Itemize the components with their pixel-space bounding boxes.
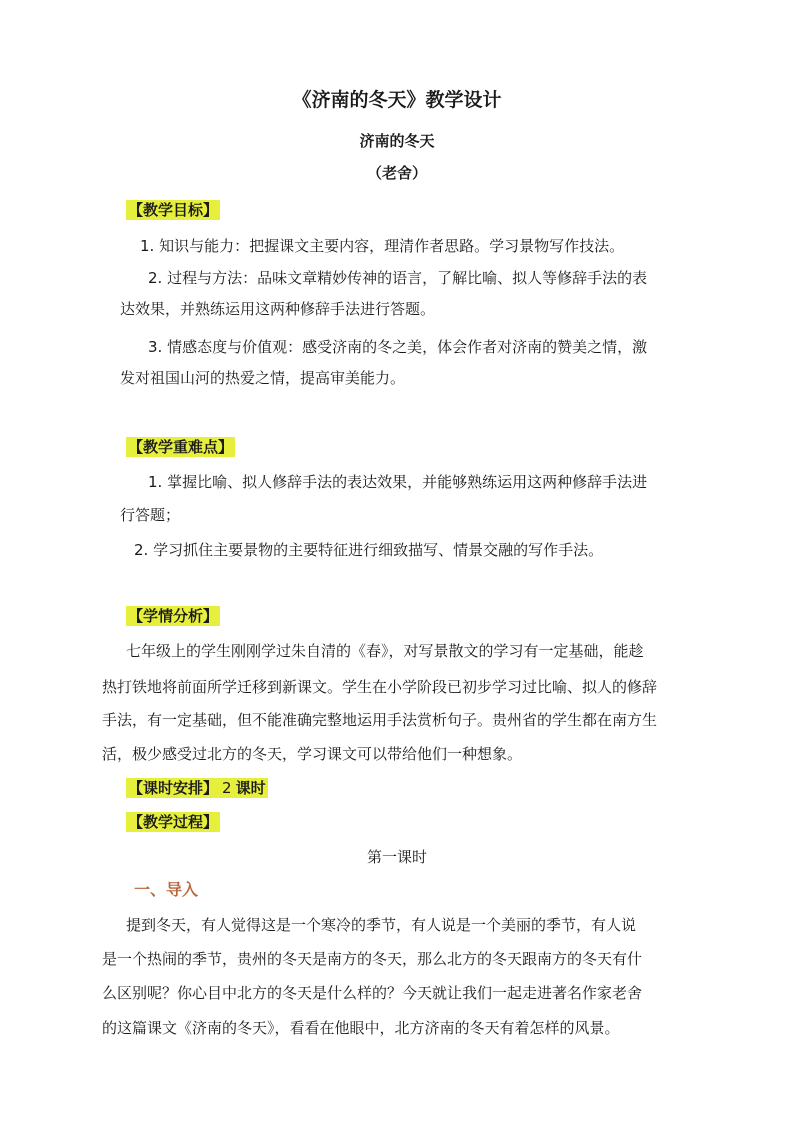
goals-item-2-line-2: 达效果，并熟练运用这两种修辞手法进行答题。 <box>120 300 436 318</box>
lesson-subtitle: 济南的冬天 <box>359 132 435 150</box>
intro-line-4: 的这篇课文《济南的冬天》，看看在他眼中，北方济南的冬天有着怎样的风景。 <box>102 1019 620 1037</box>
process-label: 【教学过程】 <box>128 813 219 831</box>
document-title: 《济南的冬天》教学设计 <box>292 89 502 111</box>
analysis-heading <box>126 606 220 626</box>
keypoints-item-1-line-1: 1. 掌握比喻、拟人修辞手法的表达效果，并能够熟练运用这两种修辞手法进 <box>148 473 648 491</box>
author-line: （老舍） <box>366 164 427 182</box>
schedule-unit: 课时 <box>235 779 266 797</box>
goals-item-3-line-1: 3. 情感态度与价值观：感受济南的冬之美，体会作者对济南的赞美之情，激 <box>148 338 648 356</box>
analysis-line-3: 手法，有一定基础，但不能准确完整地运用手法赏析句子。贵州省的学生都在南方生 <box>102 711 658 729</box>
schedule-count: 2 <box>222 779 232 797</box>
intro-heading: 一、导入 <box>134 880 199 899</box>
keypoints-heading <box>126 437 235 457</box>
intro-line-1: 提到冬天，有人觉得这是一个寒冷的季节，有人说是一个美丽的季节，有人说 <box>126 916 637 934</box>
intro-line-3: 么区别呢？你心目中北方的冬天是什么样的？今天就让我们一起走进著名作家老舍 <box>102 984 643 1002</box>
intro-line-2: 是一个热闹的季节，贵州的冬天是南方的冬天，那么北方的冬天跟南方的冬天有什 <box>102 950 643 968</box>
goals-label: 【教学目标】 <box>128 201 219 219</box>
goals-item-3-line-2: 发对祖国山河的热爱之情，提高审美能力。 <box>120 369 406 387</box>
goals-heading <box>126 200 220 220</box>
analysis-line-2: 热打铁地将前面所学迁移到新课文。学生在小学阶段已初步学习过比喻、拟人的修辞 <box>102 678 658 696</box>
goals-item-2-line-1: 2. 过程与方法：品味文章精妙传神的语言，了解比喻、拟人等修辞手法的表 <box>148 269 648 287</box>
goals-item-1: 1. 知识与能力：把握课文主要内容，理清作者思路。学习景物写作技法。 <box>140 237 625 255</box>
analysis-line-4: 活，极少感受过北方的冬天，学习课文可以带给他们一种想象。 <box>102 745 523 763</box>
keypoints-item-2: 2. 学习抓住主要景物的主要特征进行细致描写、情景交融的写作手法。 <box>134 541 604 559</box>
analysis-line-1: 七年级上的学生刚刚学过朱自清的《春》，对写景散文的学习有一定基础，能趁 <box>126 642 644 660</box>
schedule-label: 【课时安排】 <box>128 779 219 797</box>
keypoints-item-1-line-2: 行答题； <box>120 506 181 524</box>
lesson-heading: 第一课时 <box>366 848 427 866</box>
analysis-label: 【学情分析】 <box>128 607 219 625</box>
keypoints-label: 【教学重难点】 <box>128 438 234 456</box>
schedule-heading <box>126 778 268 798</box>
process-heading <box>126 812 220 832</box>
